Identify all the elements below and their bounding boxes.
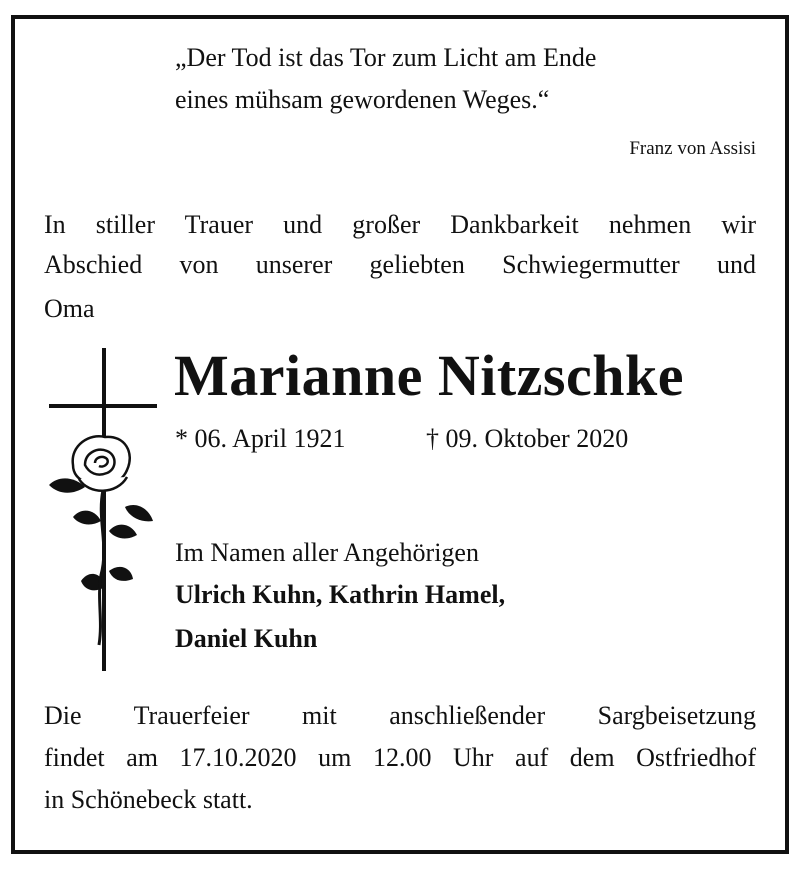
funeral-line-2: findet am 17.10.2020 um 12.00 Uhr auf dem Ostfriedhof	[44, 743, 756, 772]
deceased-name: Marianne Nitzschke	[174, 343, 684, 408]
birth-date: * 06. April 1921	[175, 424, 346, 453]
signature-names-line-2: Daniel Kuhn	[175, 624, 318, 653]
death-date: † 09. Oktober 2020	[426, 424, 629, 453]
signature-intro: Im Namen aller Angehörigen	[175, 538, 479, 567]
intro-line-3: Oma	[44, 294, 95, 323]
intro-line-2: Abschied von unserer geliebten Schwiegermutter und	[44, 250, 756, 279]
signature-names-line-1: Ulrich Kuhn, Kathrin Hamel,	[175, 580, 506, 609]
funeral-line-1: Die Trauerfeier mit anschließender Sargbeisetzung	[44, 701, 756, 730]
cross-with-rose-icon	[45, 345, 165, 675]
funeral-line-3: in Schönebeck statt.	[44, 785, 253, 814]
quote-author: Franz von Assisi	[629, 138, 756, 159]
quote-line-1: „Der Tod ist das Tor zum Licht am Ende	[175, 43, 597, 72]
intro-line-1: In stiller Trauer und großer Dankbarkeit nehmen wir	[44, 210, 756, 239]
quote-line-2: eines mühsam gewordenen Weges.“	[175, 85, 550, 114]
